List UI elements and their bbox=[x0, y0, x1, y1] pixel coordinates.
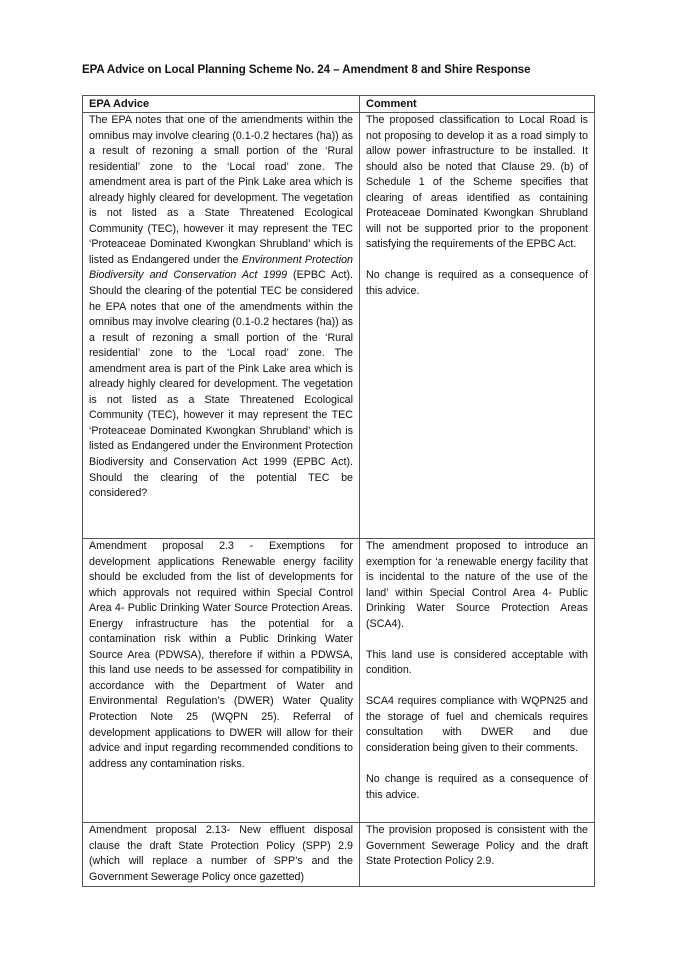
comment-text: SCA4 requires compliance with WQPN25 and the storage of fuel and chemicals requires consultation with DWER and due consideration being given to their comments. bbox=[366, 695, 588, 755]
comment-text: This land use is considered acceptable with condition. bbox=[366, 648, 588, 677]
act-title-italic: Environment Protection Biodiversity and Conservation Act 1999 bbox=[89, 253, 354, 282]
comment-text: No change is required as a consequence of this advice. bbox=[366, 773, 588, 801]
table-row bbox=[83, 823, 595, 887]
epa-advice-cell bbox=[83, 113, 360, 539]
table-row bbox=[83, 539, 595, 823]
column-header-comment: Comment bbox=[360, 96, 595, 113]
comment-text: The proposed classification to Local Road is not proposing to develop it as a road simply to allow power infrastructure to be installed. It should also be noted that Clause 29. (b) of Schedule 1 of the Scheme specifies that clearing of areas identified as containing Proteaceae Dominated Kwongkan Shrubland will not be supported prior to the proponent satisfying the requirements of the EPBC Act. bbox=[366, 114, 588, 251]
comment-cell bbox=[360, 539, 595, 823]
comment-text: The amendment proposed to introduce an exemption for ‘a renewable energy facility that is incidental to the nature of the use of the land’ within Special Control Area 4- Public Drinking Water Source Protection Areas (SCA4). bbox=[366, 540, 588, 630]
epa-advice-cell bbox=[83, 539, 360, 823]
comment-cell bbox=[360, 823, 595, 887]
advice-table bbox=[82, 95, 595, 887]
table-row bbox=[83, 113, 595, 539]
advice-text: The EPA notes that one of the amendments within the omnibus may involve clearing (0.1-0.2 hectares (ha)) as a result of rezoning a small portion of the ‘Rural residential’ zone to the ‘Local road’ zone. The amendment area is part of the Pink Lake area which is already highly cleared for development. The vegetation is not listed as a State Threatened Ecological Community (TEC), however it may represent the TEC ‘Proteaceae Dominated Kwongkan Shrubland’ which is listed as Endangered under the Environment Protection Biodiversity and Conservation Act 1999 (EPBC Act). Should the clearing of the potential TEC be considered he EPA notes that one of the amendments within the omnibus may involve clearing (0.1-0.2 hectares (ha)) as a result of rezoning a small portion of the ‘Rural residential’ zone to the ‘Local road’ zone. The amendment area is part of the Pink Lake area which is already highly cleared for development. The vegetation is not listed as a State Threatened Ecological Community (TEC), however it may represent the TEC ‘Proteaceae Dominated Kwongkan Shrubland’ which is listed as Endangered under the Environment Protection Biodiversity and Conservation Act 1999 (EPBC Act). Should the clearing of the potential TEC be considered? bbox=[89, 114, 354, 500]
table-header-row bbox=[83, 96, 595, 113]
document-heading: EPA Advice on Local Planning Scheme No. 24 – Amendment 8 and Shire Response bbox=[82, 64, 531, 76]
comment-text: No change is required as a consequence of this advice. bbox=[366, 269, 588, 297]
advice-text: Amendment proposal 2.13- New effluent disposal clause the draft State Protection Policy (SPP) 2.9 (which will replace a number of SPP’s and the Government Sewerage Policy once gazetted) bbox=[89, 824, 353, 883]
comment-text: The provision proposed is consistent with the Government Sewerage Policy and the draft State Protection Policy 2.9. bbox=[366, 824, 588, 868]
column-header-epa-advice: EPA Advice bbox=[83, 96, 360, 113]
comment-cell bbox=[360, 113, 595, 539]
epa-advice-cell bbox=[83, 823, 360, 887]
advice-text: Amendment proposal 2.3 - Exemptions for development applications Renewable energy facility should be excluded from the list of developments for which approvals not required within Special Control Area 4- Public Drinking Water Source Protection Areas. Energy infrastructure has the potential for a contamination risk within a Public Drinking Water Source Area (PDWSA), therefore if within a PDWSA, this land use needs to be assessed for compatibility in accordance with the Department of Water and Environmental Regulation’s (DWER) Water Quality Protection Note 25 (WQPN 25). Referral of development applications to DWER will allow for their advice and input regarding recommended conditions to address any contamination risks. bbox=[89, 540, 353, 770]
